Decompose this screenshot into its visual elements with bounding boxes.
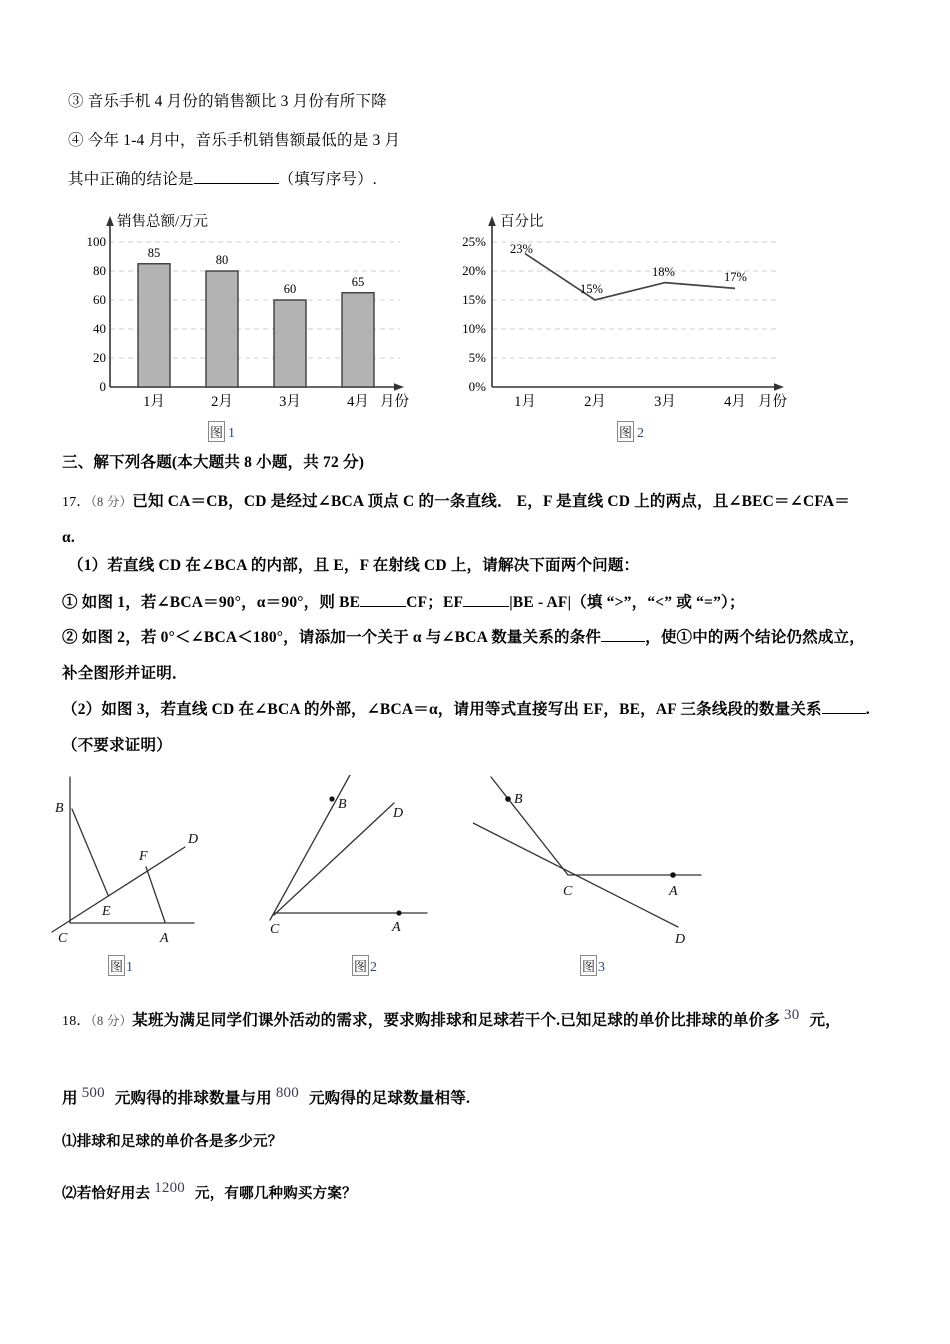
- figure-2-caption-box: 图: [617, 421, 634, 442]
- geometry-figure-3-caption-box: 图: [580, 955, 597, 976]
- line-xtick-2: 2月: [584, 394, 606, 410]
- bar-3: [274, 300, 306, 387]
- line-chart-ytick-25: 25%: [462, 234, 486, 249]
- bar-value-label-1: 85: [147, 246, 161, 260]
- figure-1-caption-num: 1: [228, 426, 236, 441]
- problem-18-number: 18．: [62, 1014, 91, 1030]
- line-chart-xlabel: 月份: [758, 394, 787, 410]
- problem-17-sub-1: [62, 593, 745, 614]
- problem-17-part-2-b: .: [865, 701, 870, 718]
- line-value-label-4: 17%: [724, 270, 747, 284]
- bar-2: [206, 271, 238, 387]
- line-chart-ytick-10: 10%: [462, 321, 486, 336]
- geometry-figure-3-caption-num: 3: [598, 960, 606, 975]
- problem-18-stem-b: 元，: [809, 1012, 841, 1030]
- geometry-figure-2-svg: [262, 775, 462, 950]
- problem-17-score: （8 分）: [90, 495, 133, 509]
- geometry-figure-2-point-a: [396, 910, 401, 915]
- geometry-figure-1-caption: [108, 955, 133, 976]
- svg-text:B: B: [338, 797, 347, 812]
- problem-18-stem-line-2: [62, 1083, 470, 1110]
- problem-17-stem-b: α.: [62, 529, 75, 546]
- line-chart-axis-title: 百分比: [500, 214, 544, 230]
- problem-18-value-30: 30: [784, 1007, 800, 1023]
- problem-17-sub-2-c: 补全图形并证明．: [62, 665, 188, 682]
- bar-chart-ytick-80: 80: [93, 263, 106, 278]
- geometry-figure-2-caption-num: 2: [370, 960, 378, 975]
- line-value-label-3: 18%: [652, 265, 675, 279]
- bar-value-label-4: 65: [351, 275, 365, 289]
- problem-18-score: （8 分）: [90, 1014, 133, 1029]
- geometry-figure-1: [50, 775, 270, 950]
- problem-17-blank-relation[interactable]: [822, 713, 866, 714]
- problem-17-blank-be-cf[interactable]: [360, 606, 406, 607]
- svg-text:A: A: [669, 884, 678, 899]
- svg-text:E: E: [102, 904, 111, 919]
- line-chart-svg: [430, 208, 810, 408]
- bar-value-label-2: 80: [215, 253, 229, 267]
- geometry-figure-1-svg: [50, 775, 270, 950]
- problem-17-part-2: [62, 700, 870, 721]
- problem-17-sub-1-c: |BE - AF|（填 “>”，“<” 或 “=”）；: [509, 594, 745, 611]
- svg-text:F: F: [139, 849, 148, 864]
- problem-18-line2-c: 元购得的足球数量相等.: [308, 1090, 471, 1108]
- svg-text:A: A: [392, 920, 401, 935]
- problem-17-number: 17．: [62, 495, 91, 510]
- conclusion-blank[interactable]: [194, 183, 279, 184]
- problem-17-sub-1-a: ① 如图 1，若∠BCA＝90°，α＝90°，则 BE: [62, 594, 361, 611]
- geometry-figure-2-caption: [352, 955, 377, 976]
- bar-xtick-2: 2月: [211, 394, 233, 410]
- line-value-label-2: 15%: [580, 282, 603, 296]
- bar-4: [342, 293, 374, 387]
- geometry-figure-3-point-b: [505, 796, 511, 802]
- problem-18-q2-b: 元，有哪几种购买方案？: [195, 1186, 357, 1203]
- svg-text:D: D: [675, 932, 686, 947]
- svg-text:D: D: [188, 832, 199, 847]
- problem-18-value-800: 800: [275, 1085, 299, 1101]
- bar-chart-ytick-60: 60: [93, 292, 106, 307]
- line-xtick-1: 1月: [514, 394, 536, 410]
- bar-chart-ytick-40: 40: [93, 321, 106, 336]
- problem-17-part-2-a: （2）如图 3，若直线 CD 在∠BCA 的外部，∠BCA＝α，请用等式直接写出 EF，BE，AF 三条线段的数量关系: [62, 701, 822, 718]
- svg-text:C: C: [270, 922, 280, 937]
- problem-17-sub-2-a: ② 如图 2，若 0°＜∠BCA＜180°，请添加一个关于 α 与∠BCA 数量关系的条件: [62, 629, 602, 646]
- geometry-figure-2-point-b: [329, 796, 334, 801]
- conclusion-line: [68, 170, 377, 191]
- problem-17-blank-condition[interactable]: [601, 641, 645, 642]
- bar-xtick-1: 1月: [143, 394, 165, 410]
- svg-text:B: B: [514, 792, 523, 807]
- svg-text:B: B: [55, 801, 64, 816]
- line-chart-figure-2: [430, 208, 810, 408]
- geometry-figure-2: [262, 775, 462, 950]
- problem-18-q2-a: ⑵若恰好用去: [62, 1186, 151, 1203]
- svg-text:C: C: [58, 931, 68, 946]
- svg-text:A: A: [160, 931, 169, 946]
- problem-18-question-2: [62, 1178, 357, 1205]
- problem-18-line2-a: 用: [62, 1090, 78, 1108]
- bar-chart-figure-1: [60, 208, 420, 408]
- bar-xtick-4: 4月: [347, 394, 369, 410]
- problem-18-stem-a: 某班为满足同学们课外活动的需求，要求购排球和足球若干个.已知足球的单价比排球的单价多: [132, 1012, 781, 1030]
- geometry-figure-3: [473, 775, 703, 950]
- line-chart-ytick-15: 15%: [462, 292, 486, 307]
- problem-17-sub-2: [62, 628, 865, 649]
- problem-17-sub-1-b: CF；EF: [406, 594, 464, 611]
- geometry-figure-1-caption-num: 1: [126, 960, 134, 975]
- bar-chart-bars: [138, 264, 374, 387]
- bar-xtick-3: 3月: [279, 394, 301, 410]
- bar-chart-axis-title: 销售总额/万元: [117, 214, 209, 230]
- problem-17-stem-line-1: [62, 492, 850, 513]
- bar-value-label-3: 60: [283, 282, 297, 296]
- section-heading: 三、解下列各题(本大题共 8 小题，共 72 分): [62, 454, 365, 471]
- figure-1-caption: [208, 421, 235, 442]
- line-xtick-4: 4月: [724, 394, 746, 410]
- line-chart-series: [525, 254, 735, 300]
- bar-chart-xlabel: 月份: [380, 394, 409, 410]
- bar-chart-ytick-0: 0: [99, 379, 106, 394]
- bar-chart-ytick-20: 20: [93, 350, 106, 365]
- geometry-figure-1-caption-box: 图: [108, 955, 125, 976]
- geometry-figure-3-svg: [473, 775, 703, 950]
- bar-chart-svg: [60, 208, 420, 408]
- problem-18-stem-line-1: [62, 1005, 841, 1032]
- problem-18-value-500: 500: [81, 1085, 105, 1101]
- conclusion-prefix: 其中正确的结论是: [68, 171, 194, 188]
- problem-17-blank-ef[interactable]: [463, 606, 509, 607]
- geometry-figure-3-caption: [580, 955, 605, 976]
- figure-2-caption-num: 2: [637, 426, 645, 441]
- svg-text:D: D: [393, 806, 404, 821]
- bar-chart-ytick-100: 100: [86, 234, 106, 249]
- figure-2-caption: [617, 421, 644, 442]
- problem-17-part-1: （1）若直线 CD 在∠BCA 的内部，且 E，F 在射线 CD 上，请解决下面两个问题：: [68, 557, 640, 574]
- problem-18-line2-b: 元购得的排球数量与用: [114, 1090, 272, 1108]
- line-value-label-1: 23%: [510, 242, 533, 256]
- svg-text:C: C: [563, 884, 573, 899]
- statement-item-3: ③ 音乐手机 4 月份的销售额比 3 月份有所下降: [68, 93, 387, 110]
- bar-1: [138, 264, 170, 387]
- problem-17-stem-a: 已知 CA＝CB，CD 是经过∠BCA 顶点 C 的一条直线． E，F 是直线 CD 上的两点，且∠BEC＝∠CFA＝: [132, 493, 850, 510]
- figure-1-caption-box: 图: [208, 421, 225, 442]
- line-chart-ytick-0: 0%: [468, 379, 486, 394]
- line-chart-ytick-20: 20%: [462, 263, 486, 278]
- problem-17-sub-2-b: ，使①中的两个结论仍然成立，: [645, 629, 865, 646]
- problem-17-part-2-c: （不要求证明）: [62, 737, 172, 754]
- geometry-figure-2-caption-box: 图: [352, 955, 369, 976]
- line-chart-ytick-5: 5%: [468, 350, 486, 365]
- geometry-figure-3-point-a: [670, 872, 676, 878]
- line-xtick-3: 3月: [654, 394, 676, 410]
- problem-18-value-1200: 1200: [154, 1180, 186, 1196]
- statement-item-4: ④ 今年 1-4 月中，音乐手机销售额最低的是 3 月: [68, 132, 401, 149]
- conclusion-suffix: （填写序号）.: [278, 171, 377, 188]
- problem-18-question-1: ⑴排球和足球的单价各是多少元？: [62, 1134, 283, 1150]
